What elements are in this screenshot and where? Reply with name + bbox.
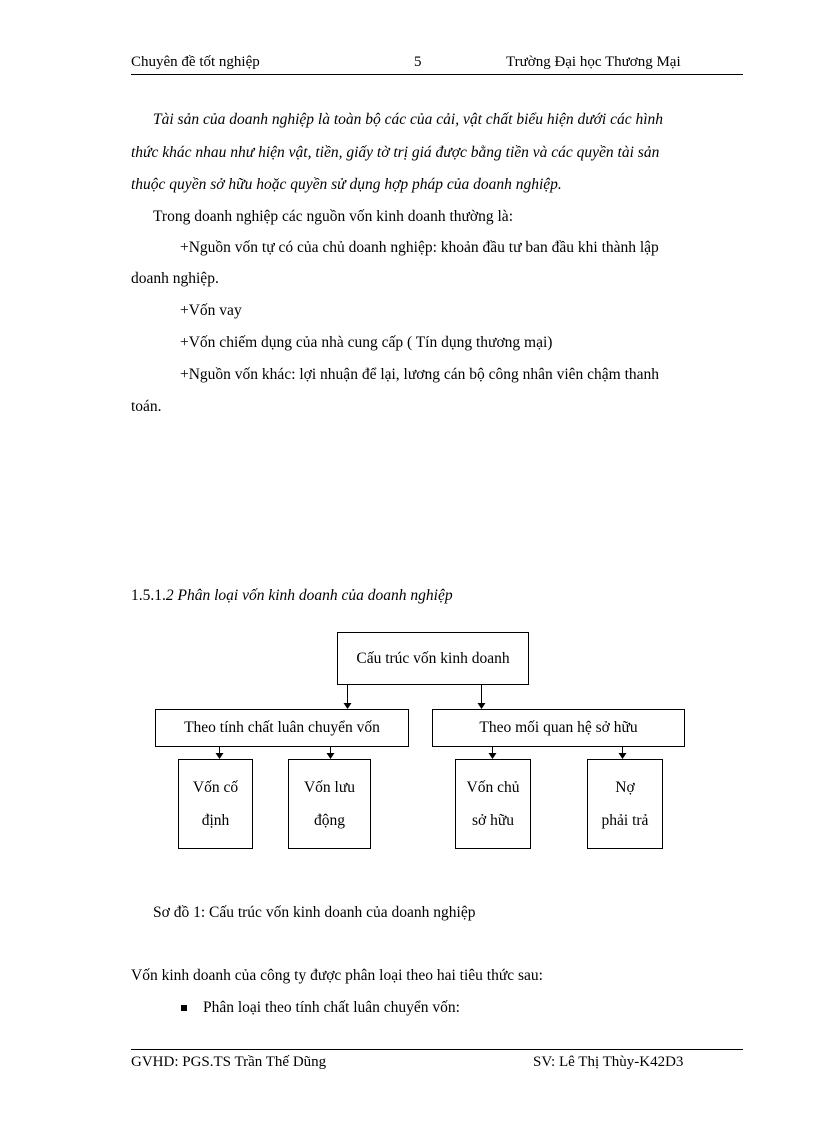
- diagram-right-branch-box: [432, 709, 685, 747]
- diagram-right-branch-label: Theo mối quan hệ sở hữu: [479, 719, 638, 736]
- diagram-root-box: [337, 632, 529, 685]
- diagram-leaf-liability: [587, 759, 663, 849]
- diagram-left-branch-label: Theo tính chất luân chuyển vốn: [184, 719, 380, 736]
- source-item-2: +Vốn vay: [180, 302, 242, 319]
- diagram-caption: Sơ đồ 1: Cấu trúc vốn kinh doanh của doanh nghiệp: [153, 904, 476, 921]
- footer-right: SV: Lê Thị Thùy-K42D3: [533, 1054, 684, 1070]
- diagram-root-label: Cấu trúc vốn kinh doanh: [356, 649, 510, 667]
- leaf-fixed-line-2: định: [201, 812, 230, 829]
- leaf-working-line-2: động: [314, 812, 345, 829]
- leaf-liability-line-1: Nợ: [615, 779, 635, 796]
- bullet-icon: [181, 1005, 187, 1011]
- page-number: 5: [414, 54, 422, 70]
- leaf-equity-line-2: sở hữu: [471, 812, 514, 829]
- intro-line-2: thức khác nhau như hiện vật, tiền, giấy tờ trị giá được bằng tiền và các quyền tài sản: [131, 144, 660, 161]
- header-right: Trường Đại học Thương Mại: [506, 54, 681, 70]
- classification-bullet-text: Phân loại theo tính chất luân chuyển vốn:: [203, 999, 460, 1016]
- source-item-3: +Vốn chiếm dụng của nhà cung cấp ( Tín dụng thương mại): [180, 334, 553, 351]
- header-left: Chuyên đề tốt nghiệp: [131, 54, 260, 70]
- source-item-4-line-1: +Nguồn vốn khác: lợi nhuận để lại, lương cán bộ công nhân viên chậm thanh: [180, 366, 660, 383]
- diagram-leaf-working-capital: [288, 759, 371, 849]
- intro-line-3: thuộc quyền sở hữu hoặc quyền sử dụng hợp pháp của doanh nghiệp.: [131, 176, 562, 193]
- leaf-liability-line-2: phải trả: [601, 812, 649, 829]
- leaf-fixed-line-1: Vốn cố: [192, 779, 239, 796]
- diagram-leaf-equity: [455, 759, 531, 849]
- classification-intro: Vốn kinh doanh của công ty được phân loại theo hai tiêu thức sau:: [131, 967, 543, 984]
- diagram-left-branch-box: [155, 709, 409, 747]
- source-item-4-line-2: toán.: [131, 398, 162, 415]
- footer-left: GVHD: PGS.TS Trần Thế Dũng: [131, 1054, 327, 1070]
- diagram-leaf-fixed-capital: [178, 759, 253, 849]
- leaf-working-line-1: Vốn lưu: [303, 779, 356, 796]
- sources-intro: Trong doanh nghiệp các nguồn vốn kinh doanh thường là:: [153, 208, 513, 225]
- footer-rule: [131, 1049, 743, 1050]
- section-title: 2 Phân loại vốn kinh doanh của doanh nghiệp: [165, 587, 453, 604]
- source-item-1-line-1: +Nguồn vốn tự có của chủ doanh nghiệp: khoản đầu tư ban đầu khi thành lập: [180, 239, 659, 256]
- leaf-equity-line-1: Vốn chủ: [466, 779, 520, 796]
- section-number: 1.5.1.: [131, 587, 166, 604]
- source-item-1-line-2: doanh nghiệp.: [131, 270, 219, 287]
- intro-line-1: Tài sản của doanh nghiệp là toàn bộ các của cải, vật chất biểu hiện dưới các hình: [153, 111, 664, 128]
